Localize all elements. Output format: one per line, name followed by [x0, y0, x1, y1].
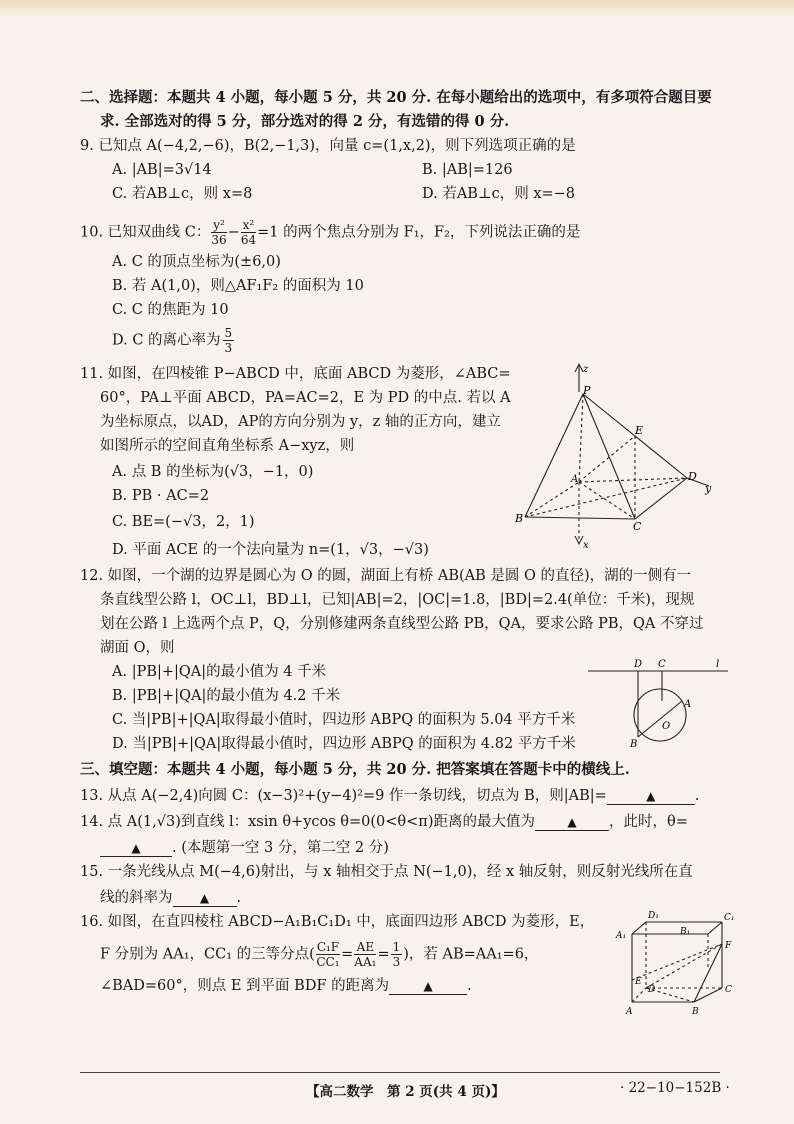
- q10-minus: −: [227, 224, 240, 241]
- q16-prism-figure: [612, 906, 742, 1018]
- edge-pb: [525, 394, 583, 517]
- q16-f1-den: CC₁: [316, 955, 340, 969]
- q9-option-d: D. 若AB⊥c，则 x=−8: [422, 186, 576, 202]
- q11-line2: 60°，PA⊥平面 ABCD，PA=AC=2，E 为 PD 的中点. 若以 A: [100, 390, 511, 406]
- label-e: E: [635, 424, 644, 437]
- diag-ac: [579, 482, 635, 519]
- q16-line2: [100, 940, 538, 969]
- q10-frac2-den: 64: [240, 233, 257, 247]
- blank-triangle: ▲: [131, 841, 141, 855]
- blank-triangle: ▲: [199, 891, 210, 905]
- q9-option-a: A. |AB|=3√14: [112, 162, 212, 178]
- label-a: A: [684, 699, 692, 710]
- q11-option-a: A. 点 B 的坐标为(√3，−1，0): [112, 464, 314, 480]
- section3-header: 三、填空题：本题共 4 小题，每小题 5 分，共 20 分. 把答案填在答题卡中的横线上.: [80, 761, 630, 778]
- q11-pyramid-figure: [515, 362, 715, 552]
- q13: [80, 786, 699, 806]
- q12-option-b: B. |PB|+|QA|的最小值为 4.2 千米: [112, 688, 341, 704]
- q13-answer-blank[interactable]: [607, 788, 695, 805]
- label-c: C: [633, 520, 642, 533]
- q11-line3: 为坐标原点，以AD，AP的方向分别为 y，z 轴的正方向，建立: [100, 414, 501, 430]
- q15-line2: [100, 888, 241, 908]
- bridge-ab: [638, 701, 682, 737]
- q9-option-b: B. |AB|=126: [422, 162, 513, 178]
- q15-period: .: [236, 890, 242, 906]
- label-b: B: [515, 512, 524, 525]
- q16-period: .: [467, 978, 472, 994]
- q13-text: 13. 从点 A(−2,4)向圆 C：(x−3)²+(y−4)²=9 作一条切线，切点为 B，则|AB|=: [80, 788, 607, 804]
- label-e: E: [635, 977, 642, 987]
- q16-eq2: =: [377, 946, 390, 963]
- label-z: z: [583, 364, 589, 375]
- label-d: D: [688, 470, 697, 483]
- q15-answer-blank[interactable]: [173, 890, 237, 907]
- q12-line1: 12. 如图，一个湖的边界是圆心为 O 的圆，湖面上有桥 AB(AB 是圆 O 的直径)，湖的一侧有一: [80, 568, 692, 584]
- q10-stem-post: =1 的两个焦点分别为 F₁，F₂，下列说法正确的是: [257, 224, 581, 241]
- q16-f1-num: C₁F: [316, 940, 340, 954]
- label-a: A: [626, 1007, 633, 1017]
- q15-line1: 15. 一条光线从点 M(−4,6)射出，与 x 轴相交于点 N(−1,0)，经 x 轴反射，则反射光线所在直: [80, 864, 693, 880]
- footer-exam-code: · 22−10−152B ·: [620, 1080, 730, 1096]
- q11-line1: 11. 如图，在四棱锥 P−ABCD 中，底面 ABCD 为菱形，∠ABC=: [80, 366, 511, 382]
- q16-text: F 分别为 AA₁，CC₁ 的三等分点(: [100, 946, 315, 963]
- q14-scoring-note: . (本题第一空 3 分，第二空 2 分): [172, 840, 389, 856]
- edge-ad: [632, 988, 646, 1002]
- section2-header-line2: 求. 全部选对的得 5 分，部分选对的得 2 分，有选错的得 0 分.: [100, 113, 510, 130]
- q10-eccentricity-fraction: [223, 326, 235, 355]
- q15-text: 线的斜率为: [100, 890, 173, 906]
- edge-pa: [579, 394, 583, 482]
- q12-line2: 条直线型公路 l，OC⊥l，BD⊥l，已知|AB|=2，|OC|=1.8，|BD|=2.4(单位：千米)，现规: [100, 592, 695, 608]
- label-c1: C₁: [724, 913, 735, 923]
- q14-answer-blank1[interactable]: [535, 814, 609, 831]
- edge-pc: [583, 394, 635, 519]
- label-y: y: [705, 482, 712, 495]
- q12-option-c: C. 当|PB|+|QA|取得最小值时，四边形 ABPQ 的面积为 5.04 平方千米: [112, 712, 576, 728]
- segment-df: [646, 944, 722, 988]
- label-d: D: [634, 659, 643, 670]
- q16-eq1: =: [341, 946, 354, 963]
- q12-line3: 划在公路 l 上选两个点 P，Q，分别修建两条直线型公路 PB，QA，要求公路 PB，QA 不穿过: [100, 616, 704, 632]
- footer-page-info: 【高二数学 第 2 页(共 4 页)】: [306, 1084, 505, 1100]
- q12-option-a: A. |PB|+|QA|的最小值为 4 千米: [112, 664, 327, 680]
- q10-fraction-y: [211, 218, 226, 247]
- q10-frac2-num: x²: [242, 218, 255, 232]
- q11-line4: 如图所示的空间直角坐标系 A−xyz，则: [100, 438, 355, 454]
- label-a1: A₁: [616, 931, 627, 941]
- label-d1: D₁: [648, 911, 659, 921]
- edge-a1d1: [632, 922, 646, 934]
- q10-option-a: A. C 的顶点坐标为(±6,0): [112, 254, 281, 270]
- q10-option-d: [112, 326, 234, 355]
- q16-text-line3: ∠BAD=60°，则点 E 到平面 BDF 的距离为: [100, 978, 390, 994]
- label-a: A: [571, 474, 579, 485]
- q16-line1: 16. 如图，在直四棱柱 ABCD−A₁B₁C₁D₁ 中，底面四边形 ABCD 为菱形，E，: [80, 914, 595, 930]
- q10-ecc-num: 5: [224, 326, 233, 340]
- q16-fraction1: [316, 940, 340, 969]
- label-b: B: [692, 1007, 699, 1017]
- footer-rule: [80, 1072, 720, 1073]
- q13-period: .: [694, 788, 700, 804]
- q10-fraction-x: [241, 218, 256, 247]
- q10-stem-pre: 10. 已知双曲线 C：: [80, 224, 211, 241]
- edge-bc: [525, 517, 635, 519]
- segment-ef: [632, 944, 722, 980]
- section2-header-line1: 二、选择题：本题共 4 小题，每小题 5 分，共 20 分. 在每小题给出的选项中，有多项符合题目要: [80, 89, 712, 106]
- q10-option-c: C. C 的焦距为 10: [112, 302, 229, 318]
- q10-option-b: B. 若 A(1,0)，则△AF₁F₂ 的面积为 10: [112, 278, 364, 294]
- q11-option-b: B. PB · AC=2: [112, 488, 210, 504]
- q9-stem: 9. 已知点 A(−4,2,−6)，B(2,−1,3)，向量 c=(1,x,2)，则下列选项正确的是: [80, 138, 576, 154]
- blank-triangle: ▲: [423, 979, 433, 993]
- q10-frac1-den: 36: [211, 233, 227, 247]
- q10-option-d-text: D. C 的离心率为: [112, 332, 221, 349]
- q10-frac1-num: y²: [213, 218, 225, 232]
- q16-fraction3: [391, 940, 403, 969]
- q16-text-post: )，若 AB=AA₁=6，: [403, 946, 539, 963]
- q10-stem: [80, 218, 580, 247]
- q11-option-c: C. BE=(−√3，2，1): [112, 514, 255, 530]
- q12-line4: 湖面 O，则: [100, 640, 175, 656]
- label-d: D: [648, 985, 656, 995]
- label-o: O: [662, 721, 671, 732]
- q16-line3: [100, 976, 472, 996]
- q14-line1: [80, 812, 688, 832]
- q12-option-d: D. 当|PB|+|QA|取得最小值时，四边形 ABPQ 的面积为 4.82 平方千米: [112, 736, 576, 752]
- blank-triangle: ▲: [567, 815, 577, 829]
- q14-line2: [100, 838, 389, 858]
- q16-f2-num: AE: [354, 940, 376, 955]
- label-l: l: [716, 659, 720, 670]
- q11-option-d: D. 平面 ACE 的一个法向量为 n=(1，√3，−√3): [112, 542, 429, 558]
- q9-option-c: C. 若AB⊥c，则 x=8: [112, 186, 253, 202]
- label-b: B: [630, 739, 638, 750]
- segment-ae: [579, 436, 635, 482]
- label-b1: B₁: [680, 927, 691, 937]
- q14-text: 14. 点 A(1,√3)到直线 l：xsin θ+ycos θ=0(0<θ<π)距离的最大值为: [80, 814, 535, 830]
- q16-fraction2: [354, 940, 376, 969]
- q14-text-post: ，此时，θ=: [609, 814, 688, 830]
- label-p: P: [583, 384, 591, 397]
- q10-ecc-den: 3: [224, 341, 233, 355]
- q12-lake-figure: [588, 655, 728, 750]
- paper-stain: [0, 0, 794, 18]
- label-c: C: [725, 985, 732, 995]
- q16-answer-blank[interactable]: [389, 978, 467, 995]
- label-x: x: [583, 540, 589, 551]
- blank-triangle: ▲: [646, 789, 656, 803]
- q16-f3-num: 1: [392, 940, 401, 954]
- q14-answer-blank2[interactable]: [100, 840, 172, 857]
- q16-f3-den: 3: [392, 955, 401, 969]
- label-c: C: [658, 659, 666, 670]
- q16-f2-den: AA₁: [354, 955, 377, 969]
- edge-bc: [694, 988, 722, 1002]
- edge-b1c1: [708, 922, 722, 934]
- label-f: F: [725, 941, 732, 951]
